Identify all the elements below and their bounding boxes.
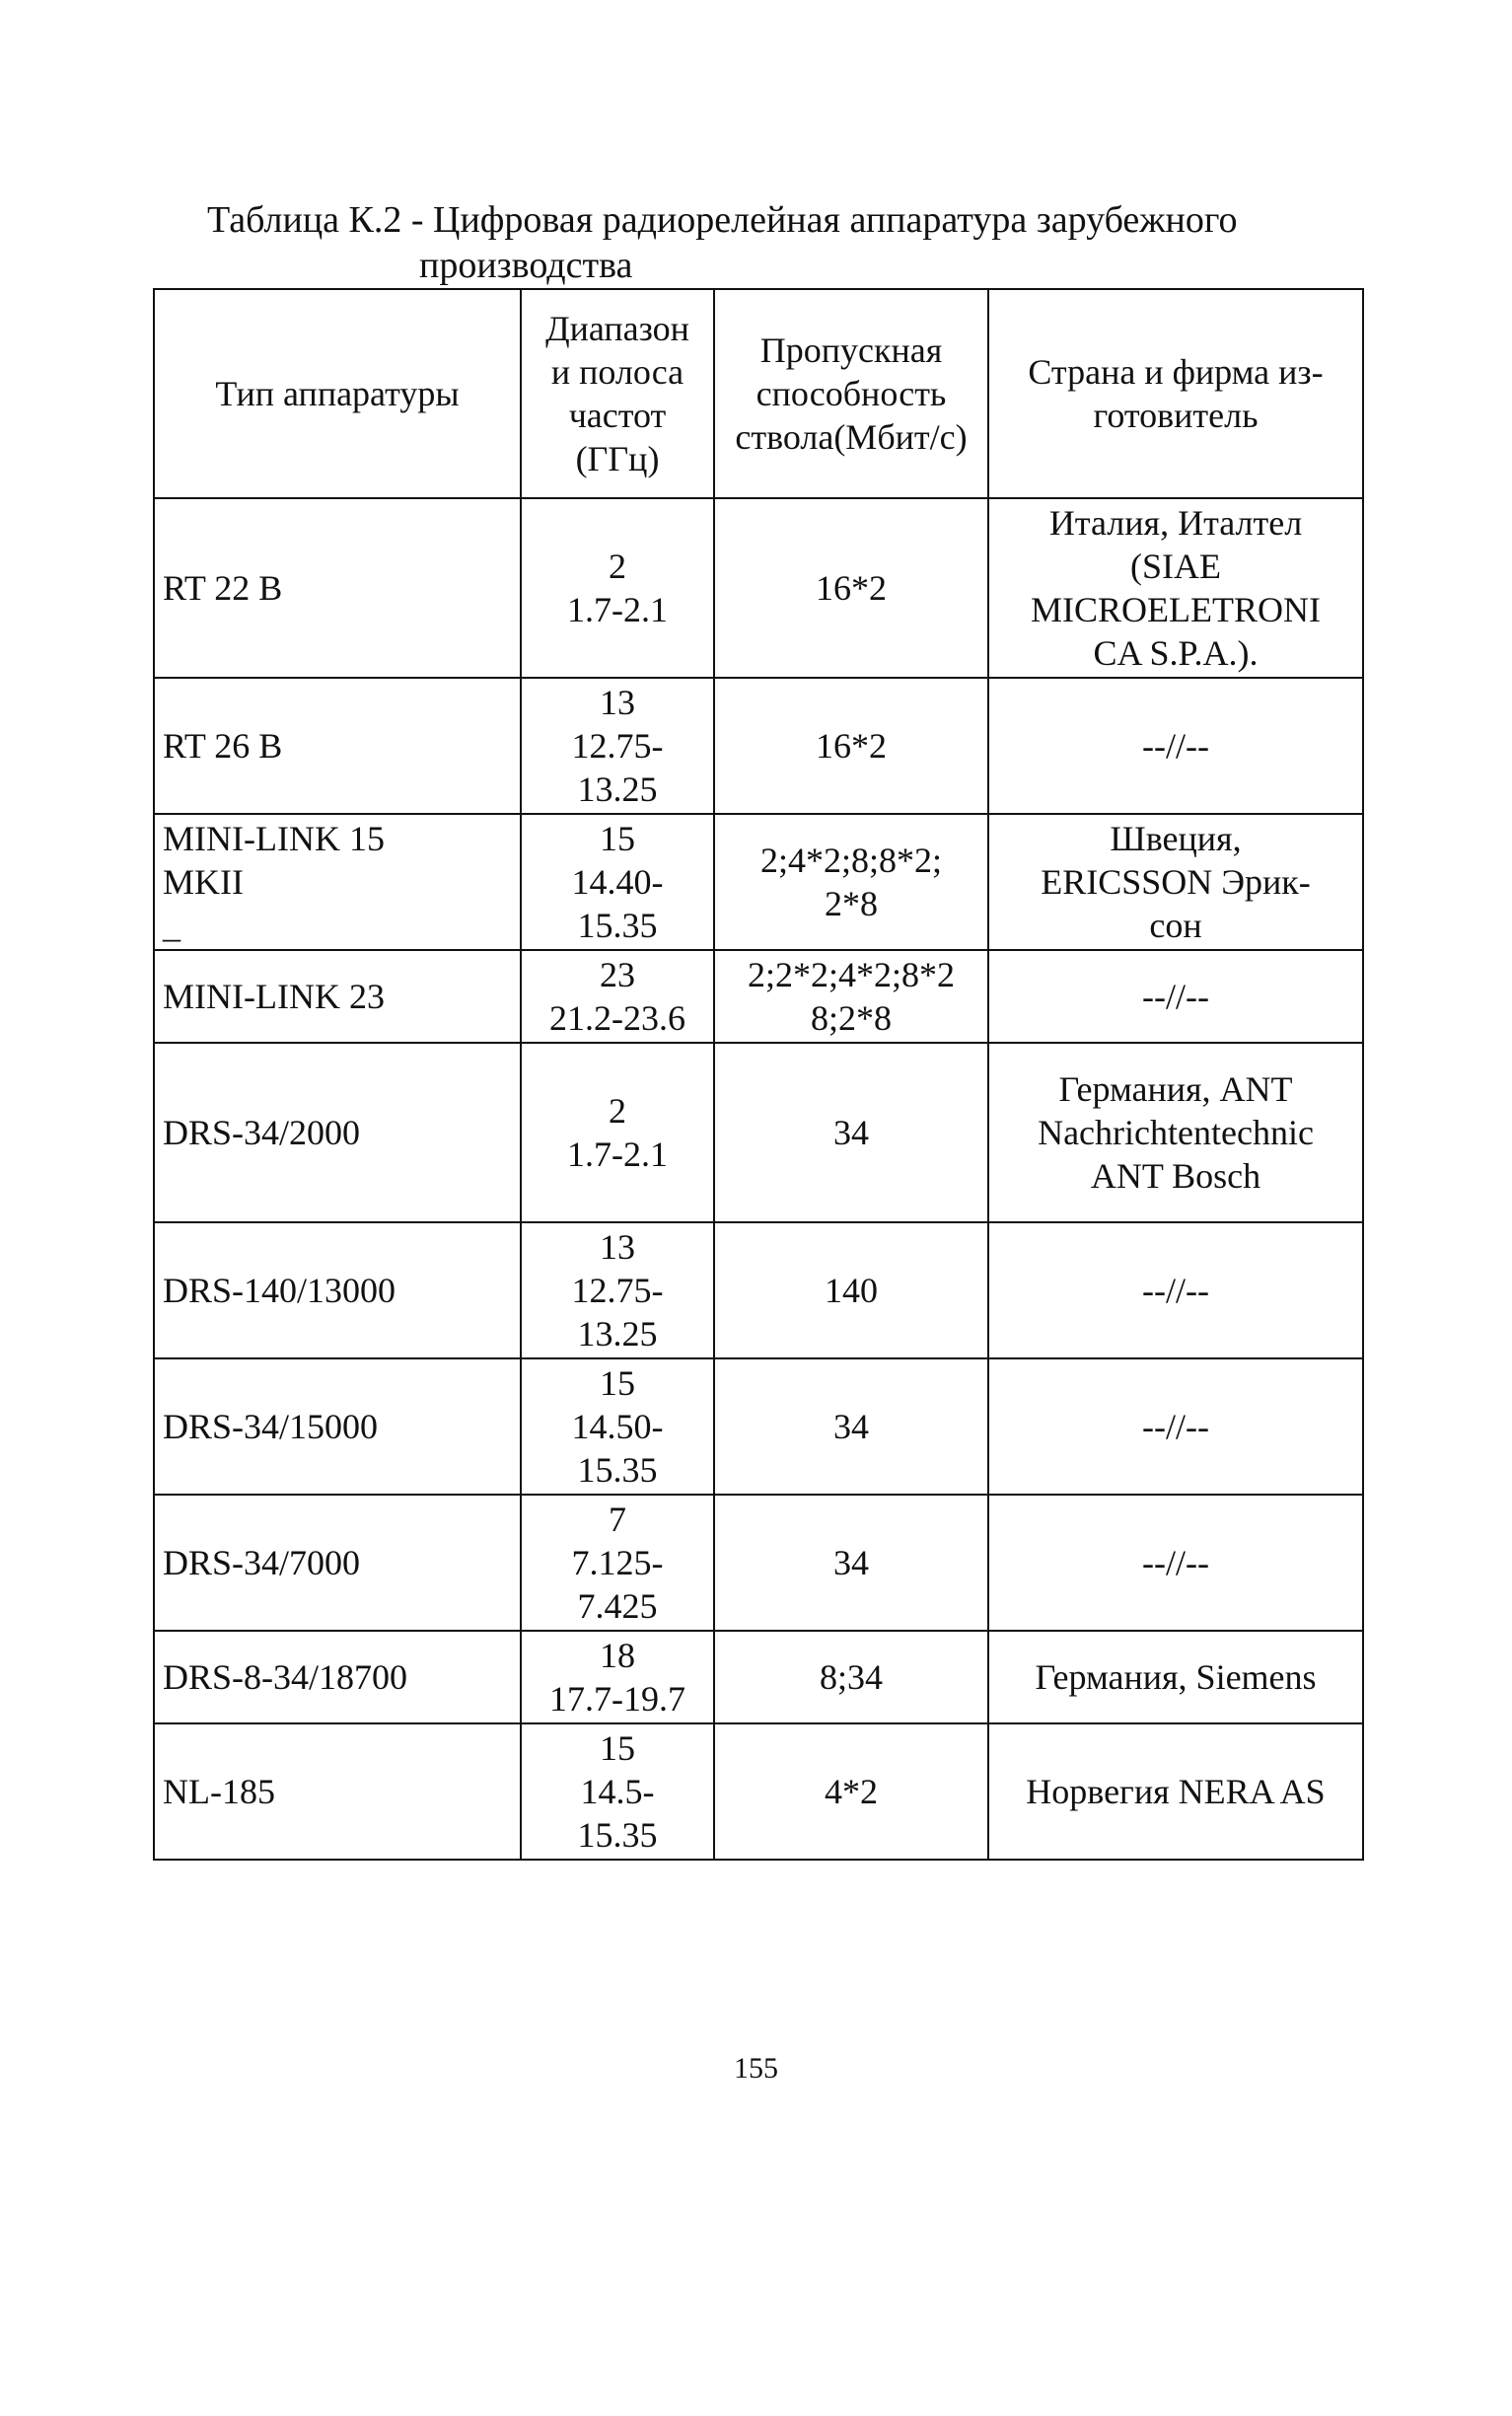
channel-capacity-cell bbox=[714, 1495, 988, 1631]
cell-text-line: _ bbox=[163, 906, 180, 945]
table-row bbox=[154, 814, 1363, 950]
cell-text-line: 13.25 bbox=[577, 1314, 658, 1354]
cell-text-line: --//-- bbox=[1142, 1543, 1209, 1582]
cell-text-line: 16*2 bbox=[816, 726, 887, 766]
cell-text-line: Nachrichtentechnic bbox=[1038, 1113, 1314, 1152]
cell-text-line: 1.7-2.1 bbox=[567, 590, 668, 629]
equipment-type-cell bbox=[154, 1043, 521, 1222]
cell-text-line: RT 26 B bbox=[163, 726, 283, 766]
channel-capacity-cell bbox=[714, 1723, 988, 1860]
cell-text-line: Диапазон bbox=[545, 309, 689, 348]
table-row bbox=[154, 1631, 1363, 1723]
table-body bbox=[154, 498, 1363, 1860]
cell-text-line: DRS-8-34/18700 bbox=[163, 1657, 408, 1697]
cell-text-line: (SIAE bbox=[1130, 547, 1221, 586]
cell-text-line: 1.7-2.1 bbox=[567, 1135, 668, 1174]
cell-text-line: 15 bbox=[600, 1728, 635, 1768]
equipment-type-cell bbox=[154, 1222, 521, 1358]
header-frequency-band bbox=[521, 289, 714, 498]
equipment-type-cell bbox=[154, 1723, 521, 1860]
cell-text-line: Норвегия NERA AS bbox=[1026, 1772, 1326, 1811]
channel-capacity-cell bbox=[714, 678, 988, 814]
cell-text-line: способность bbox=[756, 374, 947, 413]
cell-text-line: 15 bbox=[600, 819, 635, 858]
cell-text-line: 2*8 bbox=[825, 884, 878, 923]
cell-text-line: Швеция, bbox=[1110, 819, 1242, 858]
cell-text-line: RT 22 B bbox=[163, 568, 283, 608]
cell-text-line: 13.25 bbox=[577, 769, 658, 809]
caption-line-1: Таблица К.2 - Цифровая радиорелейная аппаратура зарубежного bbox=[207, 199, 1238, 241]
cell-text-line: 23 bbox=[600, 955, 635, 994]
frequency-band-cell bbox=[521, 1495, 714, 1631]
cell-text-line: DRS-140/13000 bbox=[163, 1271, 396, 1310]
frequency-band-cell bbox=[521, 1631, 714, 1723]
cell-text-line: CA S.P.A.). bbox=[1093, 633, 1259, 673]
table-row bbox=[154, 678, 1363, 814]
channel-capacity-cell bbox=[714, 1043, 988, 1222]
cell-text-line: ERICSSON Эрик- bbox=[1041, 862, 1311, 902]
equipment-type-cell bbox=[154, 1495, 521, 1631]
cell-text-line: 16*2 bbox=[816, 568, 887, 608]
country-manufacturer-cell bbox=[988, 950, 1363, 1043]
channel-capacity-cell bbox=[714, 950, 988, 1043]
header-country-manufacturer bbox=[988, 289, 1363, 498]
cell-text-line: NL-185 bbox=[163, 1772, 275, 1811]
cell-text-line: 21.2-23.6 bbox=[549, 998, 685, 1038]
table-caption bbox=[207, 197, 1292, 288]
country-manufacturer-cell bbox=[988, 1631, 1363, 1723]
cell-text-line: ствола(Мбит/с) bbox=[735, 417, 968, 457]
table-row bbox=[154, 1495, 1363, 1631]
cell-text-line: Италия, Италтел bbox=[1048, 503, 1303, 543]
cell-text-line: 7 bbox=[609, 1500, 626, 1539]
frequency-band-cell bbox=[521, 1358, 714, 1495]
page-number: 155 bbox=[734, 2052, 778, 2085]
cell-text-line: 140 bbox=[825, 1271, 878, 1310]
cell-text-line: DRS-34/7000 bbox=[163, 1543, 361, 1582]
cell-text-line: 15 bbox=[600, 1363, 635, 1403]
header-channel-capacity bbox=[714, 289, 988, 498]
cell-text-line: DRS-34/15000 bbox=[163, 1407, 379, 1446]
cell-text-line: 7.425 bbox=[577, 1586, 658, 1626]
frequency-band-cell bbox=[521, 1723, 714, 1860]
equipment-type-cell bbox=[154, 950, 521, 1043]
cell-text-line: Германия, Siemens bbox=[1035, 1657, 1317, 1697]
equipment-type-cell bbox=[154, 498, 521, 678]
frequency-band-cell bbox=[521, 498, 714, 678]
equipment-type-cell bbox=[154, 814, 521, 950]
cell-text-line: 17.7-19.7 bbox=[549, 1679, 685, 1719]
channel-capacity-cell bbox=[714, 1631, 988, 1723]
cell-text-line: Германия, ANT bbox=[1058, 1069, 1293, 1109]
country-manufacturer-cell bbox=[988, 498, 1363, 678]
cell-text-line: --//-- bbox=[1142, 977, 1209, 1016]
cell-text-line: --//-- bbox=[1142, 1407, 1209, 1446]
header-equipment-type bbox=[154, 289, 521, 498]
country-manufacturer-cell bbox=[988, 814, 1363, 950]
cell-text-line: ANT Bosch bbox=[1090, 1156, 1261, 1196]
channel-capacity-cell bbox=[714, 1222, 988, 1358]
cell-text-line: 7.125- bbox=[571, 1543, 664, 1582]
table-row bbox=[154, 498, 1363, 678]
cell-text-line: MKII bbox=[163, 862, 244, 902]
table-row bbox=[154, 1043, 1363, 1222]
table-header-row bbox=[154, 289, 1363, 498]
equipment-type-cell bbox=[154, 1631, 521, 1723]
cell-text-line: 34 bbox=[833, 1543, 869, 1582]
channel-capacity-cell bbox=[714, 814, 988, 950]
cell-text-line: и полоса bbox=[550, 352, 684, 392]
cell-text-line: 13 bbox=[600, 683, 635, 722]
channel-capacity-cell bbox=[714, 498, 988, 678]
country-manufacturer-cell bbox=[988, 1358, 1363, 1495]
cell-text-line: 15.35 bbox=[577, 1450, 658, 1490]
table-row bbox=[154, 950, 1363, 1043]
cell-text-line: 15.35 bbox=[577, 1815, 658, 1855]
cell-text-line: частот bbox=[568, 396, 667, 435]
cell-text-line: 2 bbox=[609, 547, 626, 586]
country-manufacturer-cell bbox=[988, 1723, 1363, 1860]
cell-text-line: 18 bbox=[600, 1636, 635, 1675]
table-row bbox=[154, 1222, 1363, 1358]
cell-text-line: 34 bbox=[833, 1407, 869, 1446]
table-row bbox=[154, 1358, 1363, 1495]
frequency-band-cell bbox=[521, 678, 714, 814]
cell-text-line: сон bbox=[1149, 906, 1202, 945]
country-manufacturer-cell bbox=[988, 1495, 1363, 1631]
cell-text-line: Тип аппаратуры bbox=[215, 374, 460, 413]
cell-text-line: Пропускная bbox=[759, 330, 943, 370]
cell-text-line: Страна и фирма из- bbox=[1028, 352, 1324, 392]
cell-text-line: DRS-34/2000 bbox=[163, 1113, 361, 1152]
caption-line-2: производства bbox=[419, 245, 633, 286]
table-row bbox=[154, 1723, 1363, 1860]
frequency-band-cell bbox=[521, 814, 714, 950]
equipment-type-cell bbox=[154, 1358, 521, 1495]
cell-text-line: 2;4*2;8;8*2; bbox=[759, 841, 942, 880]
cell-text-line: MINI-LINK 15 bbox=[163, 819, 385, 858]
country-manufacturer-cell bbox=[988, 1222, 1363, 1358]
cell-text-line: --//-- bbox=[1142, 726, 1209, 766]
cell-text-line: 2;2*2;4*2;8*2 bbox=[747, 955, 955, 994]
frequency-band-cell bbox=[521, 950, 714, 1043]
cell-text-line: 14.5- bbox=[580, 1772, 655, 1811]
cell-text-line: 2 bbox=[609, 1091, 626, 1131]
cell-text-line: 14.50- bbox=[571, 1407, 664, 1446]
equipment-table bbox=[153, 288, 1364, 1861]
cell-text-line: 13 bbox=[600, 1227, 635, 1267]
cell-text-line: готовитель bbox=[1093, 396, 1259, 435]
cell-text-line: 12.75- bbox=[571, 1271, 664, 1310]
country-manufacturer-cell bbox=[988, 678, 1363, 814]
cell-text-line: 4*2 bbox=[825, 1772, 878, 1811]
cell-text-line: 12.75- bbox=[571, 726, 664, 766]
equipment-type-cell bbox=[154, 678, 521, 814]
cell-text-line: (ГГц) bbox=[575, 439, 660, 478]
cell-text-line: MINI-LINK 23 bbox=[163, 977, 385, 1016]
cell-text-line: 34 bbox=[833, 1113, 869, 1152]
frequency-band-cell bbox=[521, 1043, 714, 1222]
cell-text-line: 8;2*8 bbox=[810, 998, 892, 1038]
cell-text-line: --//-- bbox=[1142, 1271, 1209, 1310]
cell-text-line: 14.40- bbox=[571, 862, 664, 902]
cell-text-line: 15.35 bbox=[577, 906, 658, 945]
cell-text-line: 8;34 bbox=[819, 1657, 883, 1697]
country-manufacturer-cell bbox=[988, 1043, 1363, 1222]
channel-capacity-cell bbox=[714, 1358, 988, 1495]
frequency-band-cell bbox=[521, 1222, 714, 1358]
cell-text-line: MICROELETRONI bbox=[1031, 590, 1321, 629]
